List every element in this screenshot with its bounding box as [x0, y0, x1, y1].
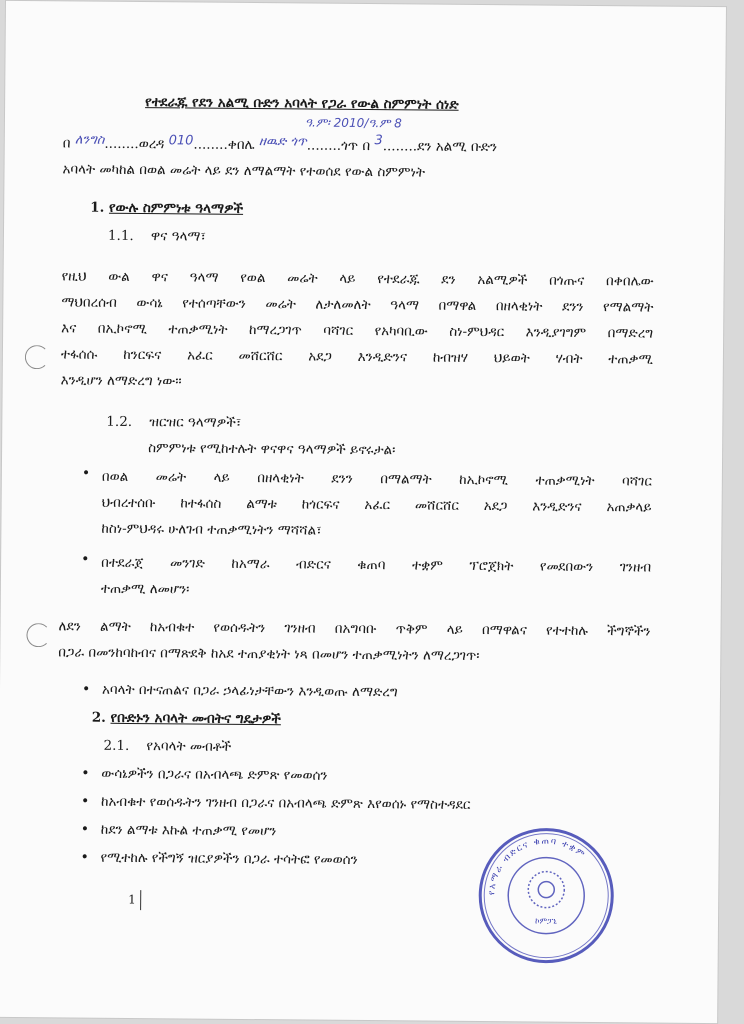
document-page — [0, 1, 726, 1023]
punch-hole-mark — [25, 345, 49, 369]
bullet-dot: • — [81, 681, 91, 698]
intro-line-2: አባላት መካከል በወል መሬት ላይ ደን ለማልማት የተወሰደ የውል ስምምነት — [62, 161, 426, 181]
bullet-dot: • — [80, 849, 89, 866]
stamp-outer-text: የአማራ ብድርና ቁጠባ ተቋም — [487, 836, 588, 896]
subsection-1-2-intro: ስምምነቱ የሚከተሉት ዋናዋና ዓላማዎች ይኖሩታል፡ — [148, 440, 396, 459]
page-number: 1 — [128, 890, 141, 910]
bullet-dot: • — [81, 765, 90, 782]
section-2-heading: 2. የቡድኑን አባላት መብትና ግዴታዎች — [91, 709, 281, 728]
bullet-dot: • — [80, 793, 90, 810]
objective-paragraph-2: ለደን ልማት ከአብቁተ የወሰዱትን ገንዘብ በአግባቡ ጥቅም ላይ በማዋልና የተተከሉ ችግኞችን በጋራ በመንከባከብና በማጽደቅ ከአደ ተጠያቂነት ነጻ በመሆን ተጠቃሚነትን ለማረጋገጥ፡ — [58, 618, 651, 665]
handwritten-annotation: ዓ.ም፡ 2010/ዓ.ም 8 — [304, 115, 402, 131]
document-title: የተደራጁ የደን አልሚ ቡድን አባላት የጋራ የውል ስምምነት ሰነድ — [145, 94, 459, 113]
rights-bullet-3: ከደን ልማቱ እኩል ተጠቃሚ የመሆን — [100, 821, 277, 840]
objective-bullet-3: አባላት በተናጠልና በጋራ ኃላፊነታቸውን እንዲወጡ ለማድረግ — [101, 681, 398, 701]
handwritten-kebele: 010 — [168, 133, 194, 149]
stamp-inner-text: ኮምፓኒ — [535, 916, 557, 926]
bullet-dot: • — [81, 551, 90, 568]
official-stamp — [476, 825, 617, 966]
handwritten-got: ዘዉድ ጎጥ — [258, 134, 307, 150]
punch-hole-mark — [26, 623, 50, 647]
handwritten-woreda: ለንግስ — [74, 132, 105, 148]
section-1-heading: 1. የውሉ ስምምነቱ ዓላማዎች — [90, 199, 244, 217]
objective-bullet-2: በተደራጀ መንገድ ከአማራ ብድርና ቁጠባ ተቋም ፕሮጀክት የመደበውን ገንዘብ ተጠቃሚ ለመሆን፡ — [100, 554, 652, 598]
intro-line-1: በ ለንግስ........ወረዳ 010........ቀበሌ ዘዉድ ጎጥ........ጎጥ በ 3........ደን አልሚ ቡድን — [62, 132, 498, 156]
subsection-1-1: 1.1. ዋና ዓላማ፣ — [107, 227, 207, 245]
objective-bullet-1: በወል መሬት ላይ በዘላቂነት ደንን በማልማት ከኢኮኖሚ ተጠቃሚነት ባሻገር ህብረተሰቡ ከተፋሰስ ልማቱ ከጎርፍና አፈር መሸርሸር አደጋ እንዲድንና አጠቃላይ ከስነ-ምህዳሩ ሁለገብ ተጠቃሚነትን ማሻሻል፣ — [101, 468, 652, 539]
bullet-dot: • — [81, 465, 91, 482]
rights-bullet-1: ውሳኔዎችን በጋራና በአብላጫ ድምጽ የመወሰን — [101, 765, 328, 784]
subsection-2-1: 2.1. የአባላት መብቶች — [103, 737, 232, 755]
bullet-dot: • — [80, 821, 90, 838]
rights-bullet-2: ከአብቁተ የወሰዱትን ገንዘብ በጋራና በአብላጫ ድምጽ እየወሰኑ የማስተዳደር — [100, 793, 471, 813]
main-objective-paragraph: የዚህ ውል ዋና ዓላማ የወል መሬት ላይ የተደራጁ ደን አልሚዎች በጎጡና በቀበሌው ማህበረሰብ ውሳኔ የተሰጣቸውን መሬት ለታለመለት ዓላማ በማዋል በዘላቂነት ደንን የማልማት እና በኢኮኖሚ ተጠቃሚነት ከማረጋገጥ ባሻገር የአካባቢው ስነ-ምህዳር እንዲያገግም በማድረግ ተፋሰሱ ከንርፍና አፈር መሸርሸር አደጋ እንዲድንና ከብዝሃ ህይወት ሃብት ተጠቃሚ እንዲሆን ለማድረግ ነው፡፡ — [60, 268, 654, 390]
subsection-1-2: 1.2. ዝርዝር ዓላማዎች፣ — [106, 413, 242, 431]
rights-bullet-4: የሚተከሉ የችግኝ ዝርያዎችን በጋራ ተሳትፎ የመወሰን — [100, 849, 358, 868]
handwritten-number: 3 — [374, 133, 383, 149]
